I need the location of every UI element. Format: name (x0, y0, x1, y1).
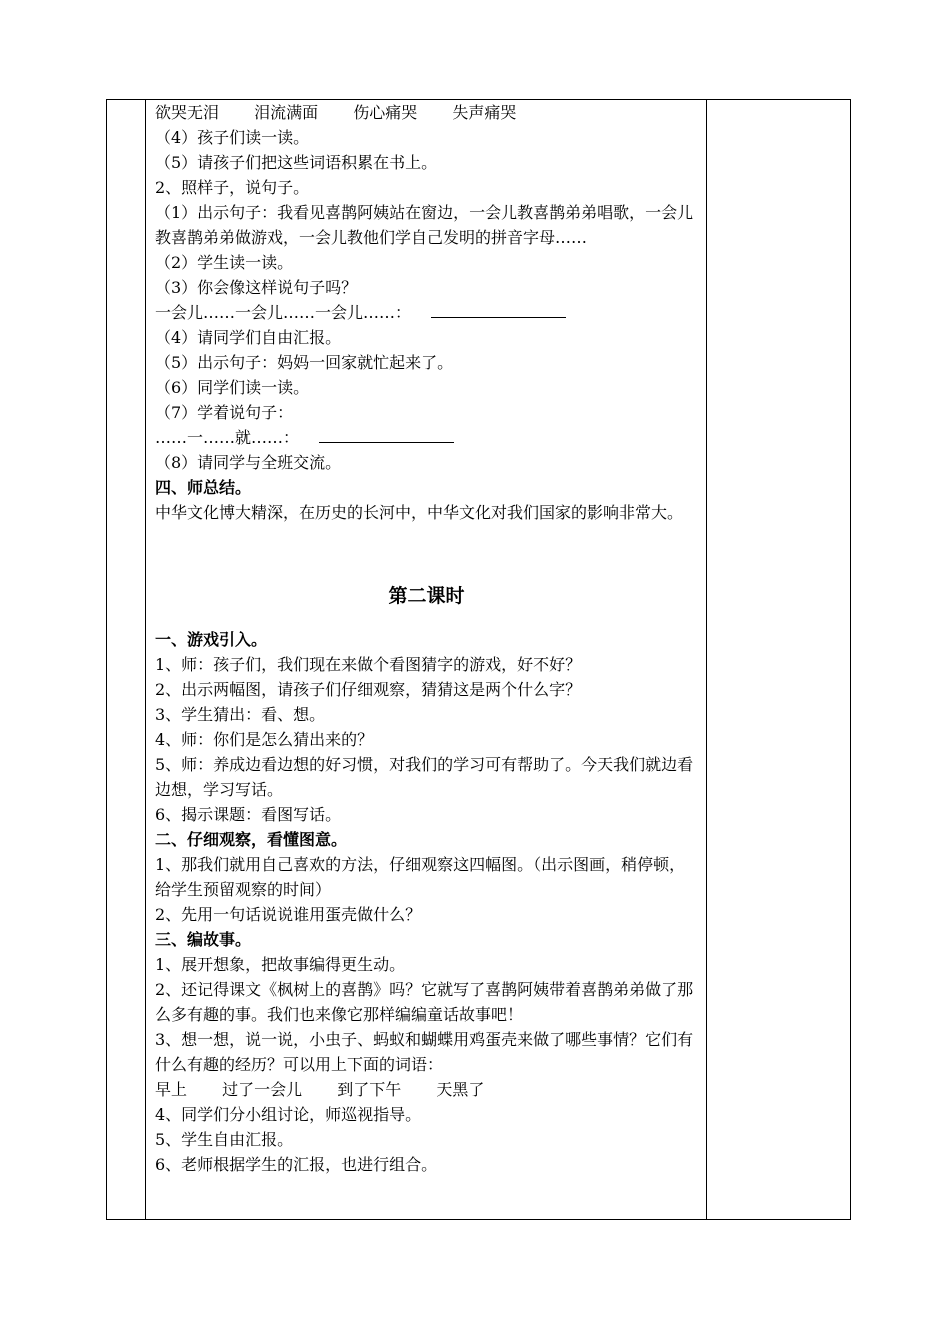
text-line: （3）你会像这样说句子吗？ (155, 278, 358, 297)
word-item: 天黑了 (436, 1080, 485, 1099)
word-item: 到了下午 (337, 1080, 402, 1099)
text-line: 2、先用一句话说说谁用蛋壳做什么？ (155, 905, 422, 924)
lesson-content (146, 100, 706, 1177)
text-line: 1、师：孩子们，我们现在来做个看图猜字的游戏，好不好？ (155, 655, 582, 674)
word-item: 过了一会儿 (222, 1080, 303, 1099)
emotion-words-row (155, 100, 698, 125)
word-item: 失声痛哭 (452, 103, 517, 122)
text-line: （8）请同学与全班交流。 (155, 453, 342, 472)
text-line: （5）请孩子们把这些词语积累在书上。 (155, 153, 438, 172)
sentence-pattern-2 (155, 425, 698, 450)
text-paragraph: 5、师：养成边看边想的好习惯，对我们的学习可有帮助了。今天我们就边看边想，学习写话。 (155, 755, 694, 799)
section-heading: 三、编故事。 (155, 930, 252, 949)
text-line: 2、出示两幅图，请孩子们仔细观察，猜猜这是两个什么字？ (155, 680, 582, 699)
spacer (155, 525, 698, 581)
text-paragraph: 3、想一想，说一说，小虫子、蚂蚁和蝴蝶用鸡蛋壳来做了哪些事情？它们有什么有趣的经历？可以用上下面的词语： (155, 1030, 694, 1074)
text-line: 6、老师根据学生的汇报，也进行组合。 (155, 1155, 438, 1174)
section-heading: 一、游戏引入。 (155, 630, 268, 649)
fill-blank-line (431, 303, 566, 318)
lesson-title: 第二课时 (388, 585, 465, 607)
example-sentence: （1）出示句子：我看见喜鹊阿姨站在窗边，一会儿教喜鹊弟弟唱歌，一会儿教喜鹊弟弟做游戏，一会儿教他们学自己发明的拼音字母…… (155, 203, 694, 247)
text-line: （4）孩子们读一读。 (155, 128, 310, 147)
text-line: 2、照样子，说句子。 (155, 178, 310, 197)
notes-cell (707, 100, 851, 1220)
time-words-row (155, 1077, 698, 1102)
text-line: （6）同学们读一读。 (155, 378, 310, 397)
text-line: 3、学生猜出：看、想。 (155, 705, 326, 724)
text-line: 4、同学们分小组讨论，师巡视指导。 (155, 1105, 422, 1124)
text-line: 1、展开想象，把故事编得更生动。 (155, 955, 406, 974)
content-cell (146, 100, 707, 1220)
pattern-text: ……一……就……： (155, 428, 300, 447)
text-line: 5、学生自由汇报。 (155, 1130, 294, 1149)
text-line: （5）出示句子：妈妈一回家就忙起来了。 (155, 353, 454, 372)
section-heading: 四、师总结。 (155, 478, 252, 497)
word-item: 欲哭无泪 (155, 103, 220, 122)
text-paragraph: 1、那我们就用自己喜欢的方法，仔细观察这四幅图。（出示图画，稍停顿，给学生预留观察的时间） (155, 855, 686, 899)
lesson-plan-table (106, 99, 851, 1220)
word-item: 早上 (155, 1080, 188, 1099)
fill-blank-line (319, 428, 454, 443)
pattern-text: 一会儿……一会儿……一会儿……： (155, 303, 412, 322)
text-line: （4）请同学们自由汇报。 (155, 328, 342, 347)
text-line: （7）学着说句子： (155, 403, 294, 422)
section-heading: 二、仔细观察，看懂图意。 (155, 830, 348, 849)
left-margin-cell (107, 100, 146, 1220)
text-paragraph: 2、还记得课文《枫树上的喜鹊》吗？它就写了喜鹊阿姨带着喜鹊弟弟做了那么多有趣的事。我们也来像它那样编编童话故事吧！ (155, 980, 694, 1024)
text-line: 4、师：你们是怎么猜出来的？ (155, 730, 374, 749)
spacer (155, 611, 698, 627)
word-item: 泪流满面 (254, 103, 319, 122)
summary-paragraph: 中华文化博大精深，在历史的长河中，中华文化对我们国家的影响非常大。 (155, 503, 684, 522)
sentence-pattern-1 (155, 300, 698, 325)
word-item: 伤心痛哭 (353, 103, 418, 122)
text-line: （2）学生读一读。 (155, 253, 294, 272)
text-line: 6、揭示课题：看图写话。 (155, 805, 342, 824)
